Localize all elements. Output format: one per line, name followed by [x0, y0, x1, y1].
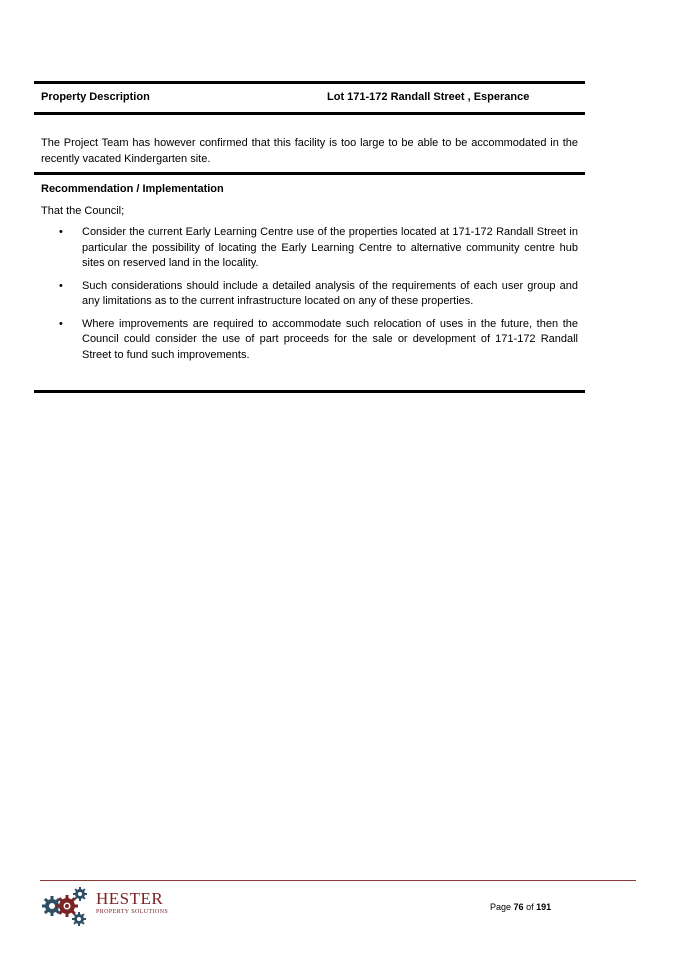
property-description-label: Property Description: [41, 91, 150, 103]
bullet-icon: •: [59, 317, 63, 330]
list-item: [41, 279, 578, 310]
section-rule: [34, 172, 585, 175]
list-item: [41, 225, 578, 272]
bullet-icon: •: [59, 279, 63, 292]
gears-icon: [42, 886, 98, 928]
logo-tagline: PROPERTY SOLUTIONS: [96, 909, 169, 915]
bullet-icon: •: [59, 226, 63, 238]
page-number: [490, 902, 551, 912]
top-rule: [34, 81, 585, 84]
list-item-text: Where improvements are required to accommodate such relocation of uses in the future, then the Council could consider the use of part proceeds for the sale or development of 171-172 Randall Street to fund such improvements.: [82, 317, 578, 361]
recommendation-lead: That the Council;: [41, 205, 125, 217]
page-current: 76: [513, 902, 524, 912]
page-prefix: Page: [490, 902, 512, 912]
recommendation-heading: Recommendation / Implementation: [41, 183, 224, 195]
hester-logo: [42, 886, 172, 928]
header-rule: [34, 112, 585, 115]
page-of: of: [526, 902, 534, 912]
list-item-text: Consider the current Early Learning Centre use of the properties located at 171-172 Randall Street in particular the possibility of locating the Early Learning Centre to alternative community centre hub sites on reserved land in the locality.: [82, 226, 578, 269]
logo-wordmark: HESTER: [96, 889, 164, 908]
property-address: Lot 171-172 Randall Street , Esperance: [327, 91, 530, 103]
recommendation-list: [41, 225, 578, 370]
intro-paragraph: The Project Team has however confirmed that this facility is too large to be able to be accommodated in the recently vacated Kindergarten site.: [41, 137, 578, 165]
bottom-rule: [34, 390, 585, 393]
list-item-text: Such considerations should include a detailed analysis of the requirements of each user group and any limitations as to the current infrastructure located on any of these properties.: [82, 279, 578, 307]
page-total: 191: [536, 902, 552, 912]
list-item: [41, 317, 578, 364]
footer-rule: [40, 880, 636, 881]
